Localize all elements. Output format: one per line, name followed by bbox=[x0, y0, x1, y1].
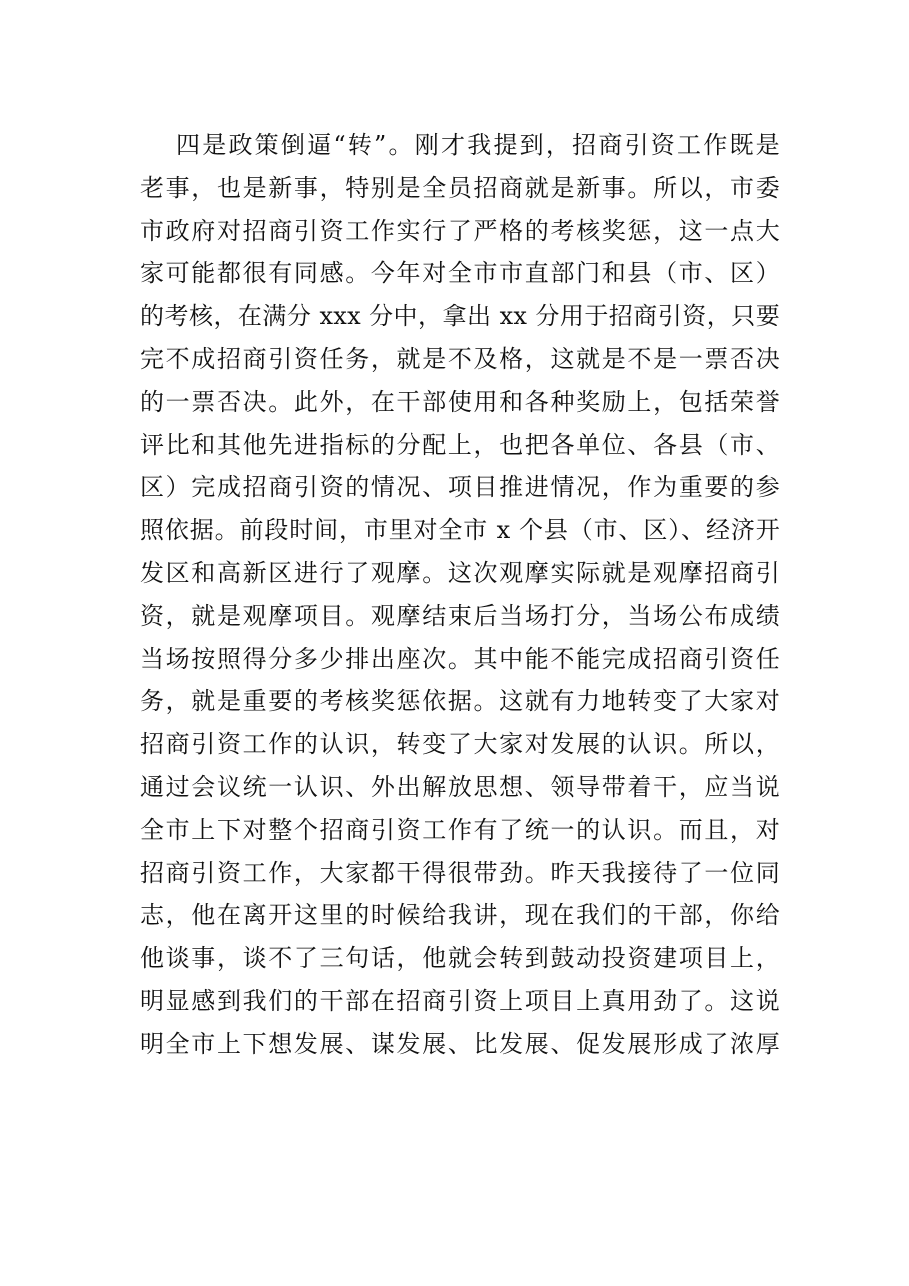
paragraph-line: 通过会议统一认识、外出解放思想、领导带着干，应当说 bbox=[140, 772, 780, 801]
paragraph-line: 完不成招商引资任务，就是不及格，这就是不是一票否决 bbox=[140, 344, 780, 373]
paragraph-line: 四是政策倒逼“转”。刚才我提到，招商引资工作既是 bbox=[176, 131, 780, 159]
paragraph-line: 务，就是重要的考核奖惩依据。这就有力地转变了大家对 bbox=[140, 687, 780, 716]
paragraph-line: 的考核，在满分 xxx 分中，拿出 xx 分用于招商引资，只要 bbox=[140, 302, 780, 331]
paragraph-line: 招商引资工作的认识，转变了大家对发展的认识。所以， bbox=[140, 730, 780, 759]
paragraph-line: 他谈事，谈不了三句话，他就会转到鼓动投资建项目上， bbox=[140, 944, 780, 973]
paragraph-line: 区）完成招商引资的情况、项目推进情况，作为重要的参 bbox=[140, 473, 780, 502]
paragraph-line: 当场按照得分多少排出座次。其中能不能完成招商引资任 bbox=[140, 644, 780, 673]
paragraph-line: 发区和高新区进行了观摩。这次观摩实际就是观摩招商引 bbox=[140, 558, 780, 587]
paragraph-line: 家可能都很有同感。今年对全市市直部门和县（市、区） bbox=[140, 259, 780, 288]
paragraph-line: 招商引资工作，大家都干得很带劲。昨天我接待了一位同 bbox=[140, 858, 780, 887]
paragraph-line: 明全市上下想发展、谋发展、比发展、促发展形成了浓厚 bbox=[140, 1029, 780, 1058]
paragraph-line: 市政府对招商引资工作实行了严格的考核奖惩，这一点大 bbox=[140, 216, 780, 245]
paragraph-line: 全市上下对整个招商引资工作有了统一的认识。而且，对 bbox=[140, 815, 780, 844]
paragraph-line: 明显感到我们的干部在招商引资上项目上真用劲了。这说 bbox=[140, 986, 780, 1015]
paragraph-line: 志，他在离开这里的时候给我讲，现在我们的干部，你给 bbox=[140, 901, 780, 930]
paragraph-line: 的一票否决。此外，在干部使用和各种奖励上，包括荣誉 bbox=[140, 387, 780, 416]
paragraph-line: 资，就是观摩项目。观摩结束后当场打分，当场公布成绩 bbox=[140, 601, 780, 630]
paragraph-line: 照依据。前段时间，市里对全市 x 个县（市、区）、经济开 bbox=[140, 516, 780, 545]
body-paragraph bbox=[140, 124, 780, 1066]
paragraph-line: 评比和其他先进指标的分配上，也把各单位、各县（市、 bbox=[140, 430, 780, 459]
paragraph-line: 老事，也是新事，特别是全员招商就是新事。所以，市委 bbox=[140, 173, 780, 202]
